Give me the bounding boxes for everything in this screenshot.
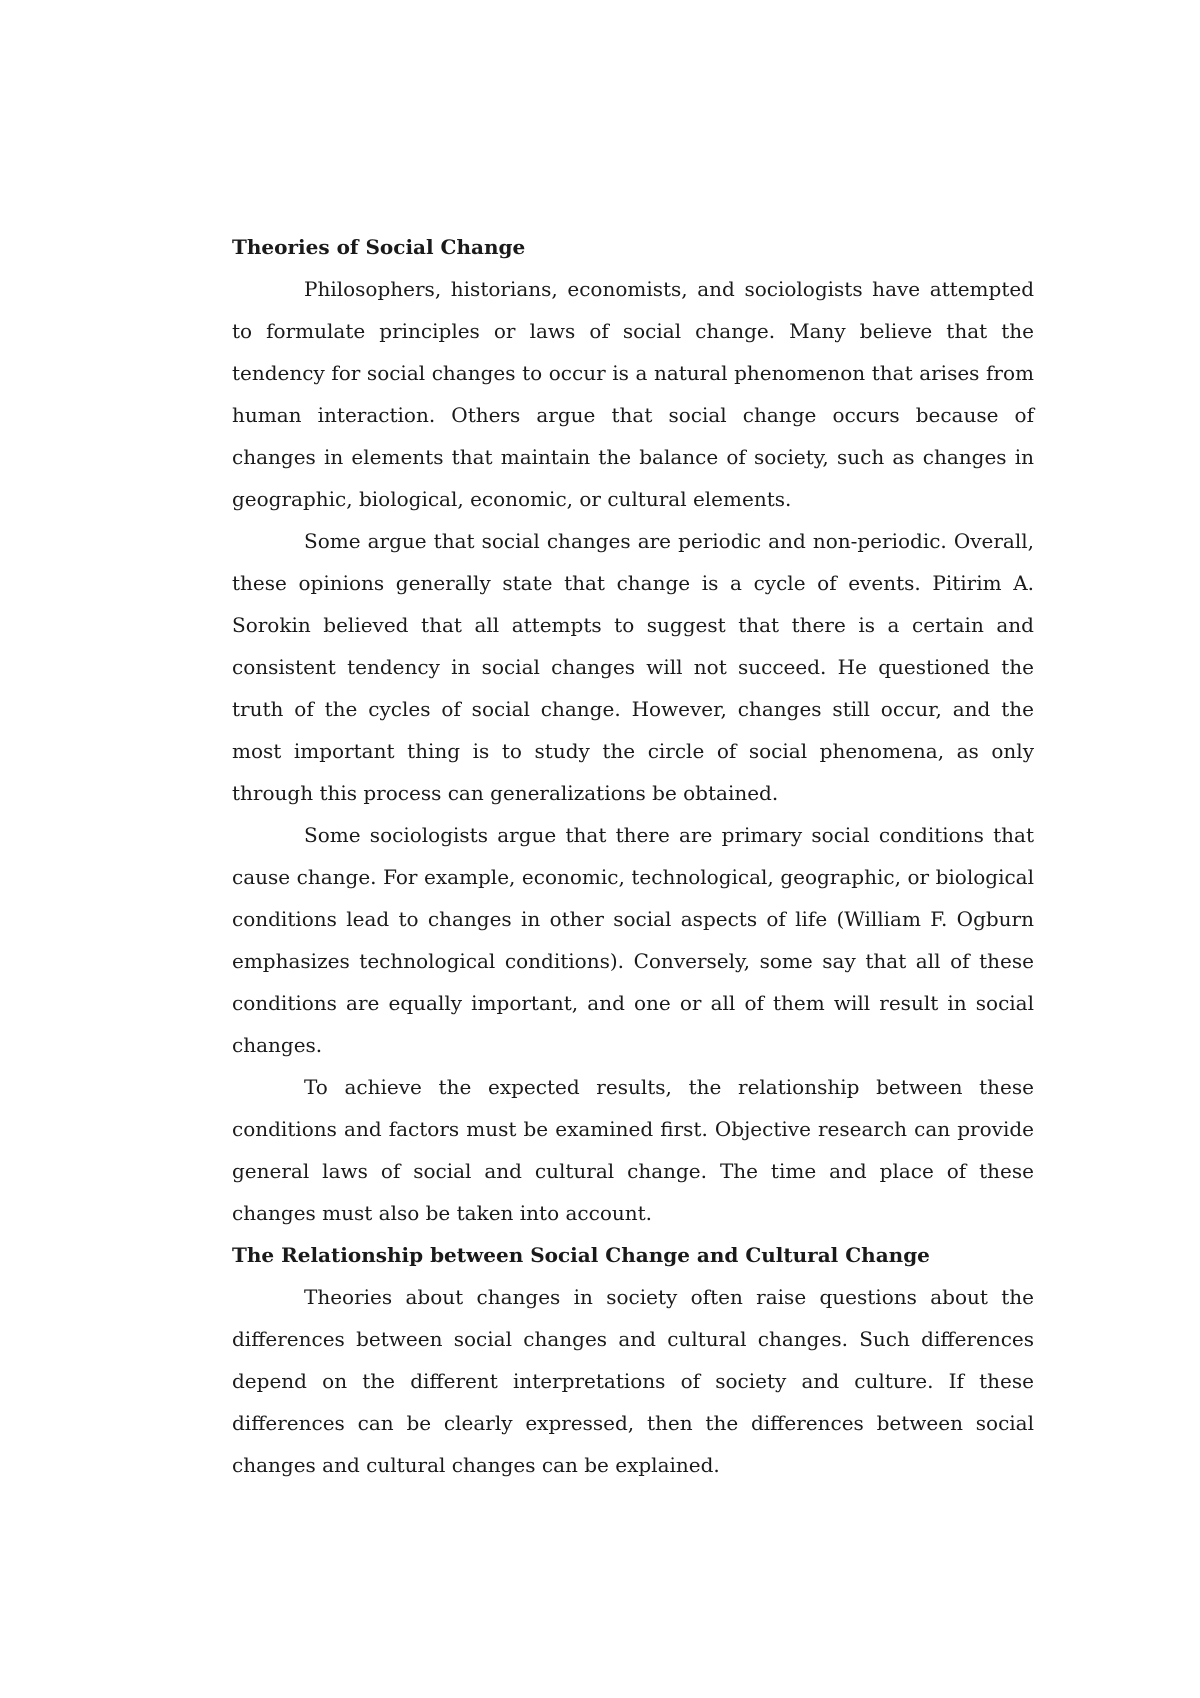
paragraph: Theories about changes in society often raise questions about the differences between social changes and cultural changes. Such differences depend on the different interpretations of society and culture. If these differences can be clearly expressed, then the differences between social changes and cultural changes can be explained. [232, 1285, 1034, 1477]
document-page [232, 226, 1034, 1486]
paragraph: Some sociologists argue that there are primary social conditions that cause change. For example, economic, technological, geographic, or biological conditions lead to changes in other social aspects of life (William F. Ogburn emphasizes technological conditions). Conversely, some say that all of these conditions are equally important, and one or all of them will result in social changes. [232, 823, 1034, 1057]
section-heading-relationship: The Relationship between Social Change and Cultural Change [232, 1243, 930, 1267]
paragraph: To achieve the expected results, the relationship between these conditions and factors must be examined first. Objective research can provide general laws of social and cultural change. The time and place of these changes must also be taken into account. [232, 1075, 1034, 1225]
paragraph: Philosophers, historians, economists, and sociologists have attempted to formulate principles or laws of social change. Many believe that the tendency for social changes to occur is a natural phenomenon that arises from human interaction. Others argue that social change occurs because of changes in elements that maintain the balance of society, such as changes in geographic, biological, economic, or cultural elements. [232, 277, 1034, 511]
section-heading-theories: Theories of Social Change [232, 235, 526, 259]
paragraph: Some argue that social changes are periodic and non-periodic. Overall, these opinions generally state that change is a cycle of events. Pitirim A. Sorokin believed that all attempts to suggest that there is a certain and consistent tendency in social changes will not succeed. He questioned the truth of the cycles of social change. However, changes still occur, and the most important thing is to study the circle of social phenomena, as only through this process can generalizations be obtained. [232, 529, 1034, 805]
